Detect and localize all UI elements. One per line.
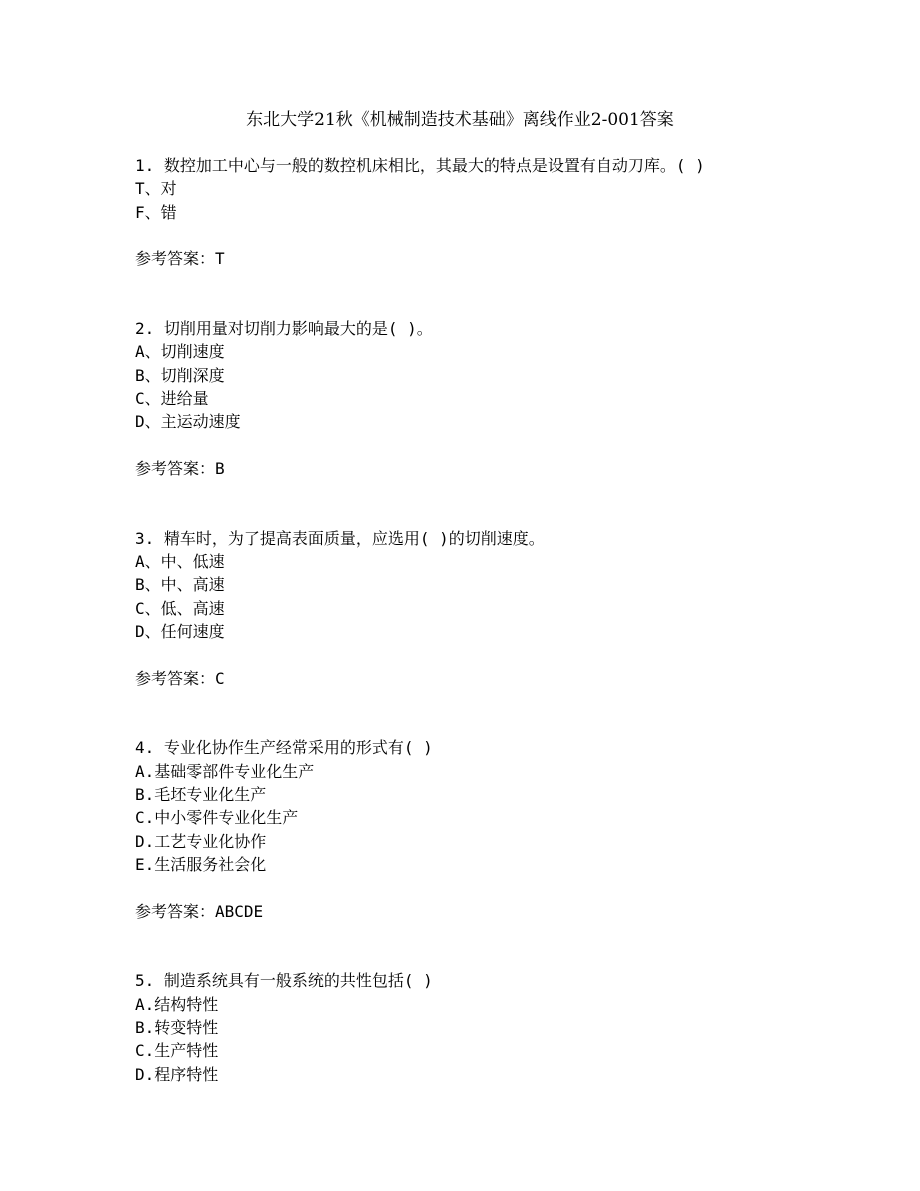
option-text: 中、高速 <box>160 575 225 595</box>
answer-value: ABCDE <box>215 901 264 921</box>
option-separator: . <box>144 854 155 874</box>
option-text: 生活服务社会化 <box>154 854 267 874</box>
option-key: A <box>135 552 145 572</box>
question-text: 数控加工中心与一般的数控机床相比，其最大的特点是设置有自动刀库。( ) <box>163 156 705 175</box>
option-key: C <box>135 388 145 408</box>
option-b <box>135 364 855 387</box>
option-key: A <box>135 994 145 1014</box>
question-3 <box>135 527 855 737</box>
option-separator: 、 <box>144 342 161 362</box>
option-d <box>135 1063 855 1086</box>
option-text: 基础零部件专业化生产 <box>154 761 315 781</box>
option-c <box>135 806 855 829</box>
option-key: D <box>135 621 145 641</box>
option-separator: 、 <box>144 202 161 222</box>
reference-answer <box>135 667 855 690</box>
reference-answer <box>135 247 855 270</box>
option-a <box>135 550 855 573</box>
option-separator: . <box>144 761 155 781</box>
option-text: 任何速度 <box>160 621 225 641</box>
answer-label: 参考答案： <box>135 668 216 688</box>
answer-value: T <box>215 249 225 269</box>
question-number: 2. <box>135 319 155 339</box>
option-text: 切削深度 <box>160 365 225 385</box>
option-separator: 、 <box>144 388 161 408</box>
option-a <box>135 760 855 783</box>
answer-label: 参考答案： <box>135 458 216 478</box>
option-key: B <box>135 365 145 385</box>
option-key: D <box>135 831 145 851</box>
answer-value: C <box>215 668 225 688</box>
question-stem <box>135 736 855 759</box>
question-text: 专业化协作生产经常采用的形式有( ) <box>163 738 433 758</box>
document-title: 东北大学21秋《机械制造技术基础》离线作业2-001答案 <box>246 110 674 130</box>
option-text: 结构特性 <box>154 994 219 1014</box>
question-stem <box>135 969 855 992</box>
option-text: 程序特性 <box>154 1064 219 1084</box>
option-text: 转变特性 <box>154 1017 219 1037</box>
answer-label: 参考答案： <box>135 901 216 921</box>
option-separator: . <box>144 1017 155 1037</box>
question-spacer <box>135 480 855 527</box>
question-text: 切削用量对切削力影响最大的是( )。 <box>163 319 433 339</box>
option-key: D <box>135 412 145 432</box>
option-separator: . <box>144 994 155 1014</box>
question-spacer <box>135 690 855 737</box>
question-5 <box>135 969 855 1085</box>
option-separator: 、 <box>144 412 161 432</box>
option-separator: 、 <box>144 365 161 385</box>
option-separator: 、 <box>144 598 161 618</box>
question-text: 精车时，为了提高表面质量，应选用( )的切削速度。 <box>163 528 545 548</box>
option-c <box>135 387 855 410</box>
option-text: 对 <box>160 179 177 199</box>
option-b <box>135 1016 855 1039</box>
option-separator: . <box>144 831 155 851</box>
option-a <box>135 993 855 1016</box>
option-e <box>135 853 855 876</box>
question-list <box>135 154 855 1086</box>
option-a <box>135 340 855 363</box>
option-text: 错 <box>160 202 177 222</box>
option-separator: 、 <box>144 575 161 595</box>
option-text: 毛坯专业化生产 <box>154 785 267 805</box>
question-stem <box>135 527 855 550</box>
option-b <box>135 783 855 806</box>
option-d <box>135 620 855 643</box>
question-stem <box>135 317 855 340</box>
option-key: B <box>135 785 145 805</box>
option-d <box>135 410 855 433</box>
option-text: 主运动速度 <box>160 412 241 432</box>
option-key: C <box>135 1041 145 1061</box>
answer-value: B <box>215 458 225 478</box>
option-separator: . <box>144 808 155 828</box>
option-c <box>135 597 855 620</box>
reference-answer <box>135 457 855 480</box>
option-text: 切削速度 <box>160 342 225 362</box>
option-b <box>135 573 855 596</box>
answer-label: 参考答案： <box>135 249 216 269</box>
option-f <box>135 201 855 224</box>
question-text: 制造系统具有一般系统的共性包括( ) <box>163 971 433 991</box>
question-number: 5. <box>135 971 155 991</box>
option-key: B <box>135 575 145 595</box>
option-text: 工艺专业化协作 <box>154 831 267 851</box>
option-d <box>135 830 855 853</box>
option-key: A <box>135 761 145 781</box>
option-separator: 、 <box>144 621 161 641</box>
question-stem <box>135 154 855 177</box>
option-key: A <box>135 342 145 362</box>
question-number: 1. <box>135 156 155 175</box>
option-key: T <box>135 179 145 199</box>
question-2 <box>135 317 855 527</box>
option-separator: 、 <box>144 179 161 199</box>
option-text: 中小零件专业化生产 <box>154 808 299 828</box>
reference-answer <box>135 900 855 923</box>
option-text: 进给量 <box>160 388 209 408</box>
option-separator: 、 <box>144 552 161 572</box>
option-key: C <box>135 808 145 828</box>
option-c <box>135 1039 855 1062</box>
option-key: D <box>135 1064 145 1084</box>
option-separator: . <box>144 1064 155 1084</box>
option-key: C <box>135 598 145 618</box>
question-number: 4. <box>135 738 155 758</box>
question-4 <box>135 736 855 969</box>
option-text: 中、低速 <box>160 552 225 572</box>
option-text: 生产特性 <box>154 1041 219 1061</box>
option-key: F <box>135 202 145 222</box>
option-t <box>135 177 855 200</box>
question-spacer <box>135 270 855 317</box>
question-spacer <box>135 923 855 970</box>
option-separator: . <box>144 1041 155 1061</box>
option-key: E <box>135 854 145 874</box>
question-number: 3. <box>135 528 155 548</box>
question-1 <box>135 154 855 317</box>
option-text: 低、高速 <box>160 598 225 618</box>
option-key: B <box>135 1017 145 1037</box>
option-separator: . <box>144 785 155 805</box>
